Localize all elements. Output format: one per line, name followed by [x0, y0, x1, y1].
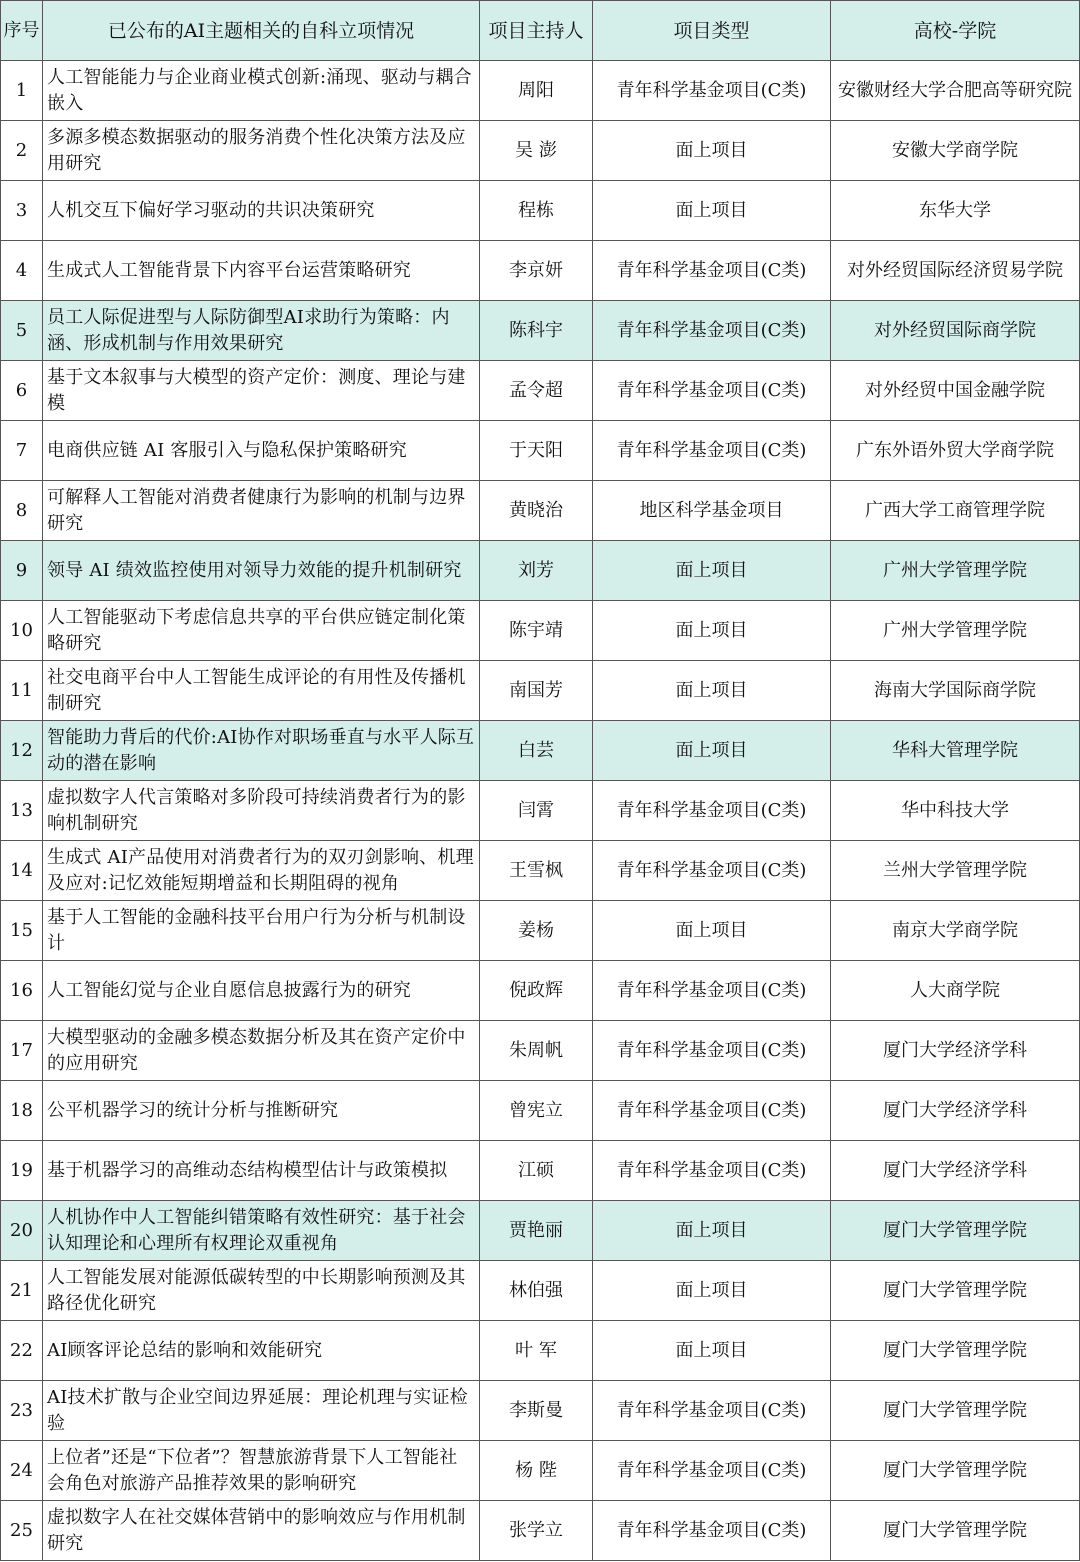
row-index: 25 — [1, 1501, 43, 1561]
row-host: 程栋 — [480, 181, 593, 241]
row-host: 叶 军 — [480, 1321, 593, 1381]
table-row — [1, 421, 1080, 481]
row-host: 陈科宇 — [480, 301, 593, 361]
row-school: 厦门大学管理学院 — [831, 1381, 1080, 1441]
row-index: 4 — [1, 241, 43, 301]
row-type: 青年科学基金项目(C类) — [593, 241, 831, 301]
table-row — [1, 361, 1080, 421]
row-host: 贾艳丽 — [480, 1201, 593, 1261]
row-school: 对外经贸中国金融学院 — [831, 361, 1080, 421]
table-row — [1, 601, 1080, 661]
table-row — [1, 121, 1080, 181]
table-row — [1, 1081, 1080, 1141]
row-index: 16 — [1, 961, 43, 1021]
row-title: 员工人际促进型与人际防御型AI求助行为策略：内涵、形成机制与作用效果研究 — [43, 301, 480, 361]
row-school: 南京大学商学院 — [831, 901, 1080, 961]
row-host: 南国芳 — [480, 661, 593, 721]
row-type: 青年科学基金项目(C类) — [593, 361, 831, 421]
row-title: 大模型驱动的金融多模态数据分析及其在资产定价中的应用研究 — [43, 1021, 480, 1081]
row-host: 朱周帆 — [480, 1021, 593, 1081]
row-title: 基于人工智能的金融科技平台用户行为分析与机制设计 — [43, 901, 480, 961]
row-school: 安徽大学商学院 — [831, 121, 1080, 181]
row-school: 厦门大学管理学院 — [831, 1321, 1080, 1381]
table-row — [1, 721, 1080, 781]
row-school: 兰州大学管理学院 — [831, 841, 1080, 901]
table-row — [1, 1021, 1080, 1081]
row-type: 面上项目 — [593, 901, 831, 961]
row-school: 华科大管理学院 — [831, 721, 1080, 781]
row-type: 青年科学基金项目(C类) — [593, 1021, 831, 1081]
row-school: 广州大学管理学院 — [831, 601, 1080, 661]
row-index: 22 — [1, 1321, 43, 1381]
row-index: 24 — [1, 1441, 43, 1501]
row-index: 17 — [1, 1021, 43, 1081]
row-type: 面上项目 — [593, 121, 831, 181]
row-type: 青年科学基金项目(C类) — [593, 961, 831, 1021]
row-index: 5 — [1, 301, 43, 361]
row-host: 王雪枫 — [480, 841, 593, 901]
row-title: 上位者”还是“下位者”？智慧旅游背景下人工智能社会角色对旅游产品推荐效果的影响研究 — [43, 1441, 480, 1501]
table-row — [1, 1141, 1080, 1201]
row-type: 面上项目 — [593, 1321, 831, 1381]
row-host: 李斯曼 — [480, 1381, 593, 1441]
row-title: 生成式 AI产品使用对消费者行为的双刃剑影响、机理及应对:记忆效能短期增益和长期阻碍的视角 — [43, 841, 480, 901]
header-host: 项目主持人 — [480, 1, 593, 61]
row-index: 11 — [1, 661, 43, 721]
row-index: 9 — [1, 541, 43, 601]
row-title: 生成式人工智能背景下内容平台运营策略研究 — [43, 241, 480, 301]
row-type: 面上项目 — [593, 1201, 831, 1261]
table-row — [1, 481, 1080, 541]
row-school: 厦门大学管理学院 — [831, 1261, 1080, 1321]
row-title: 人工智能发展对能源低碳转型的中长期影响预测及其路径优化研究 — [43, 1261, 480, 1321]
row-school: 厦门大学经济学科 — [831, 1141, 1080, 1201]
row-school: 人大商学院 — [831, 961, 1080, 1021]
row-host: 吴 澎 — [480, 121, 593, 181]
row-school: 东华大学 — [831, 181, 1080, 241]
row-title: 社交电商平台中人工智能生成评论的有用性及传播机制研究 — [43, 661, 480, 721]
table-row — [1, 541, 1080, 601]
table-row — [1, 301, 1080, 361]
row-index: 14 — [1, 841, 43, 901]
row-index: 1 — [1, 61, 43, 121]
row-title: 领导 AI 绩效监控使用对领导力效能的提升机制研究 — [43, 541, 480, 601]
row-host: 倪政辉 — [480, 961, 593, 1021]
row-title: 基于机器学习的高维动态结构模型估计与政策模拟 — [43, 1141, 480, 1201]
row-host: 曾宪立 — [480, 1081, 593, 1141]
row-title: AI顾客评论总结的影响和效能研究 — [43, 1321, 480, 1381]
row-type: 青年科学基金项目(C类) — [593, 1081, 831, 1141]
row-type: 面上项目 — [593, 661, 831, 721]
row-school: 厦门大学经济学科 — [831, 1021, 1080, 1081]
table-row — [1, 1201, 1080, 1261]
table-row — [1, 961, 1080, 1021]
table-header-row — [1, 1, 1080, 61]
table-row — [1, 1441, 1080, 1501]
row-index: 15 — [1, 901, 43, 961]
row-type: 青年科学基金项目(C类) — [593, 1501, 831, 1561]
row-type: 面上项目 — [593, 601, 831, 661]
row-school: 广西大学工商管理学院 — [831, 481, 1080, 541]
header-type: 项目类型 — [593, 1, 831, 61]
row-type: 青年科学基金项目(C类) — [593, 61, 831, 121]
table-row — [1, 1261, 1080, 1321]
row-host: 刘芳 — [480, 541, 593, 601]
row-type: 面上项目 — [593, 1261, 831, 1321]
row-host: 杨 陛 — [480, 1441, 593, 1501]
row-index: 7 — [1, 421, 43, 481]
row-type: 青年科学基金项目(C类) — [593, 1141, 831, 1201]
row-title: 智能助力背后的代价:AI协作对职场垂直与水平人际互动的潜在影响 — [43, 721, 480, 781]
row-host: 孟令超 — [480, 361, 593, 421]
row-index: 6 — [1, 361, 43, 421]
table-row — [1, 1321, 1080, 1381]
table-row — [1, 901, 1080, 961]
header-index: 序号 — [1, 1, 43, 61]
row-school: 厦门大学管理学院 — [831, 1501, 1080, 1561]
row-school: 安徽财经大学合肥高等研究院 — [831, 61, 1080, 121]
row-index: 18 — [1, 1081, 43, 1141]
row-school: 对外经贸国际商学院 — [831, 301, 1080, 361]
row-title: 公平机器学习的统计分析与推断研究 — [43, 1081, 480, 1141]
row-school: 厦门大学管理学院 — [831, 1201, 1080, 1261]
row-host: 黄晓治 — [480, 481, 593, 541]
row-title: 人工智能幻觉与企业自愿信息披露行为的研究 — [43, 961, 480, 1021]
row-type: 青年科学基金项目(C类) — [593, 301, 831, 361]
row-school: 厦门大学经济学科 — [831, 1081, 1080, 1141]
row-type: 青年科学基金项目(C类) — [593, 1381, 831, 1441]
row-index: 2 — [1, 121, 43, 181]
row-index: 3 — [1, 181, 43, 241]
row-title: 人机交互下偏好学习驱动的共识决策研究 — [43, 181, 480, 241]
row-type: 青年科学基金项目(C类) — [593, 1441, 831, 1501]
row-title: 人工智能能力与企业商业模式创新:涌现、驱动与耦合嵌入 — [43, 61, 480, 121]
header-title: 已公布的AI主题相关的自科立项情况 — [43, 1, 480, 61]
row-type: 地区科学基金项目 — [593, 481, 831, 541]
row-host: 周阳 — [480, 61, 593, 121]
row-index: 8 — [1, 481, 43, 541]
row-school: 广州大学管理学院 — [831, 541, 1080, 601]
row-type: 青年科学基金项目(C类) — [593, 781, 831, 841]
row-type: 青年科学基金项目(C类) — [593, 421, 831, 481]
row-host: 张学立 — [480, 1501, 593, 1561]
row-school: 对外经贸国际经济贸易学院 — [831, 241, 1080, 301]
row-host: 姜杨 — [480, 901, 593, 961]
table-row — [1, 241, 1080, 301]
row-type: 面上项目 — [593, 181, 831, 241]
table-row — [1, 61, 1080, 121]
row-host: 闫霄 — [480, 781, 593, 841]
row-index: 19 — [1, 1141, 43, 1201]
row-school: 广东外语外贸大学商学院 — [831, 421, 1080, 481]
table-body — [1, 61, 1080, 1561]
row-index: 12 — [1, 721, 43, 781]
table-row — [1, 1501, 1080, 1561]
row-index: 20 — [1, 1201, 43, 1261]
table-row — [1, 781, 1080, 841]
row-index: 21 — [1, 1261, 43, 1321]
row-title: 基于文本叙事与大模型的资产定价：测度、理论与建模 — [43, 361, 480, 421]
row-index: 10 — [1, 601, 43, 661]
header-school: 高校-学院 — [831, 1, 1080, 61]
row-host: 林伯强 — [480, 1261, 593, 1321]
row-host: 李京妍 — [480, 241, 593, 301]
row-title: 多源多模态数据驱动的服务消费个性化决策方法及应用研究 — [43, 121, 480, 181]
row-title: 人机协作中人工智能纠错策略有效性研究：基于社会认知理论和心理所有权理论双重视角 — [43, 1201, 480, 1261]
row-type: 面上项目 — [593, 541, 831, 601]
table-row — [1, 1381, 1080, 1441]
row-host: 于天阳 — [480, 421, 593, 481]
table-row — [1, 661, 1080, 721]
row-title: 虚拟数字人在社交媒体营销中的影响效应与作用机制研究 — [43, 1501, 480, 1561]
row-title: 虚拟数字人代言策略对多阶段可持续消费者行为的影响机制研究 — [43, 781, 480, 841]
row-school: 海南大学国际商学院 — [831, 661, 1080, 721]
row-school: 厦门大学管理学院 — [831, 1441, 1080, 1501]
table-row — [1, 181, 1080, 241]
row-host: 江硕 — [480, 1141, 593, 1201]
row-index: 13 — [1, 781, 43, 841]
row-title: 可解释人工智能对消费者健康行为影响的机制与边界研究 — [43, 481, 480, 541]
row-title: 人工智能驱动下考虑信息共享的平台供应链定制化策略研究 — [43, 601, 480, 661]
row-host: 白芸 — [480, 721, 593, 781]
row-type: 面上项目 — [593, 721, 831, 781]
table-row — [1, 841, 1080, 901]
row-title: AI技术扩散与企业空间边界延展：理论机理与实证检验 — [43, 1381, 480, 1441]
row-title: 电商供应链 AI 客服引入与隐私保护策略研究 — [43, 421, 480, 481]
row-host: 陈宇靖 — [480, 601, 593, 661]
row-school: 华中科技大学 — [831, 781, 1080, 841]
row-type: 青年科学基金项目(C类) — [593, 841, 831, 901]
row-index: 23 — [1, 1381, 43, 1441]
